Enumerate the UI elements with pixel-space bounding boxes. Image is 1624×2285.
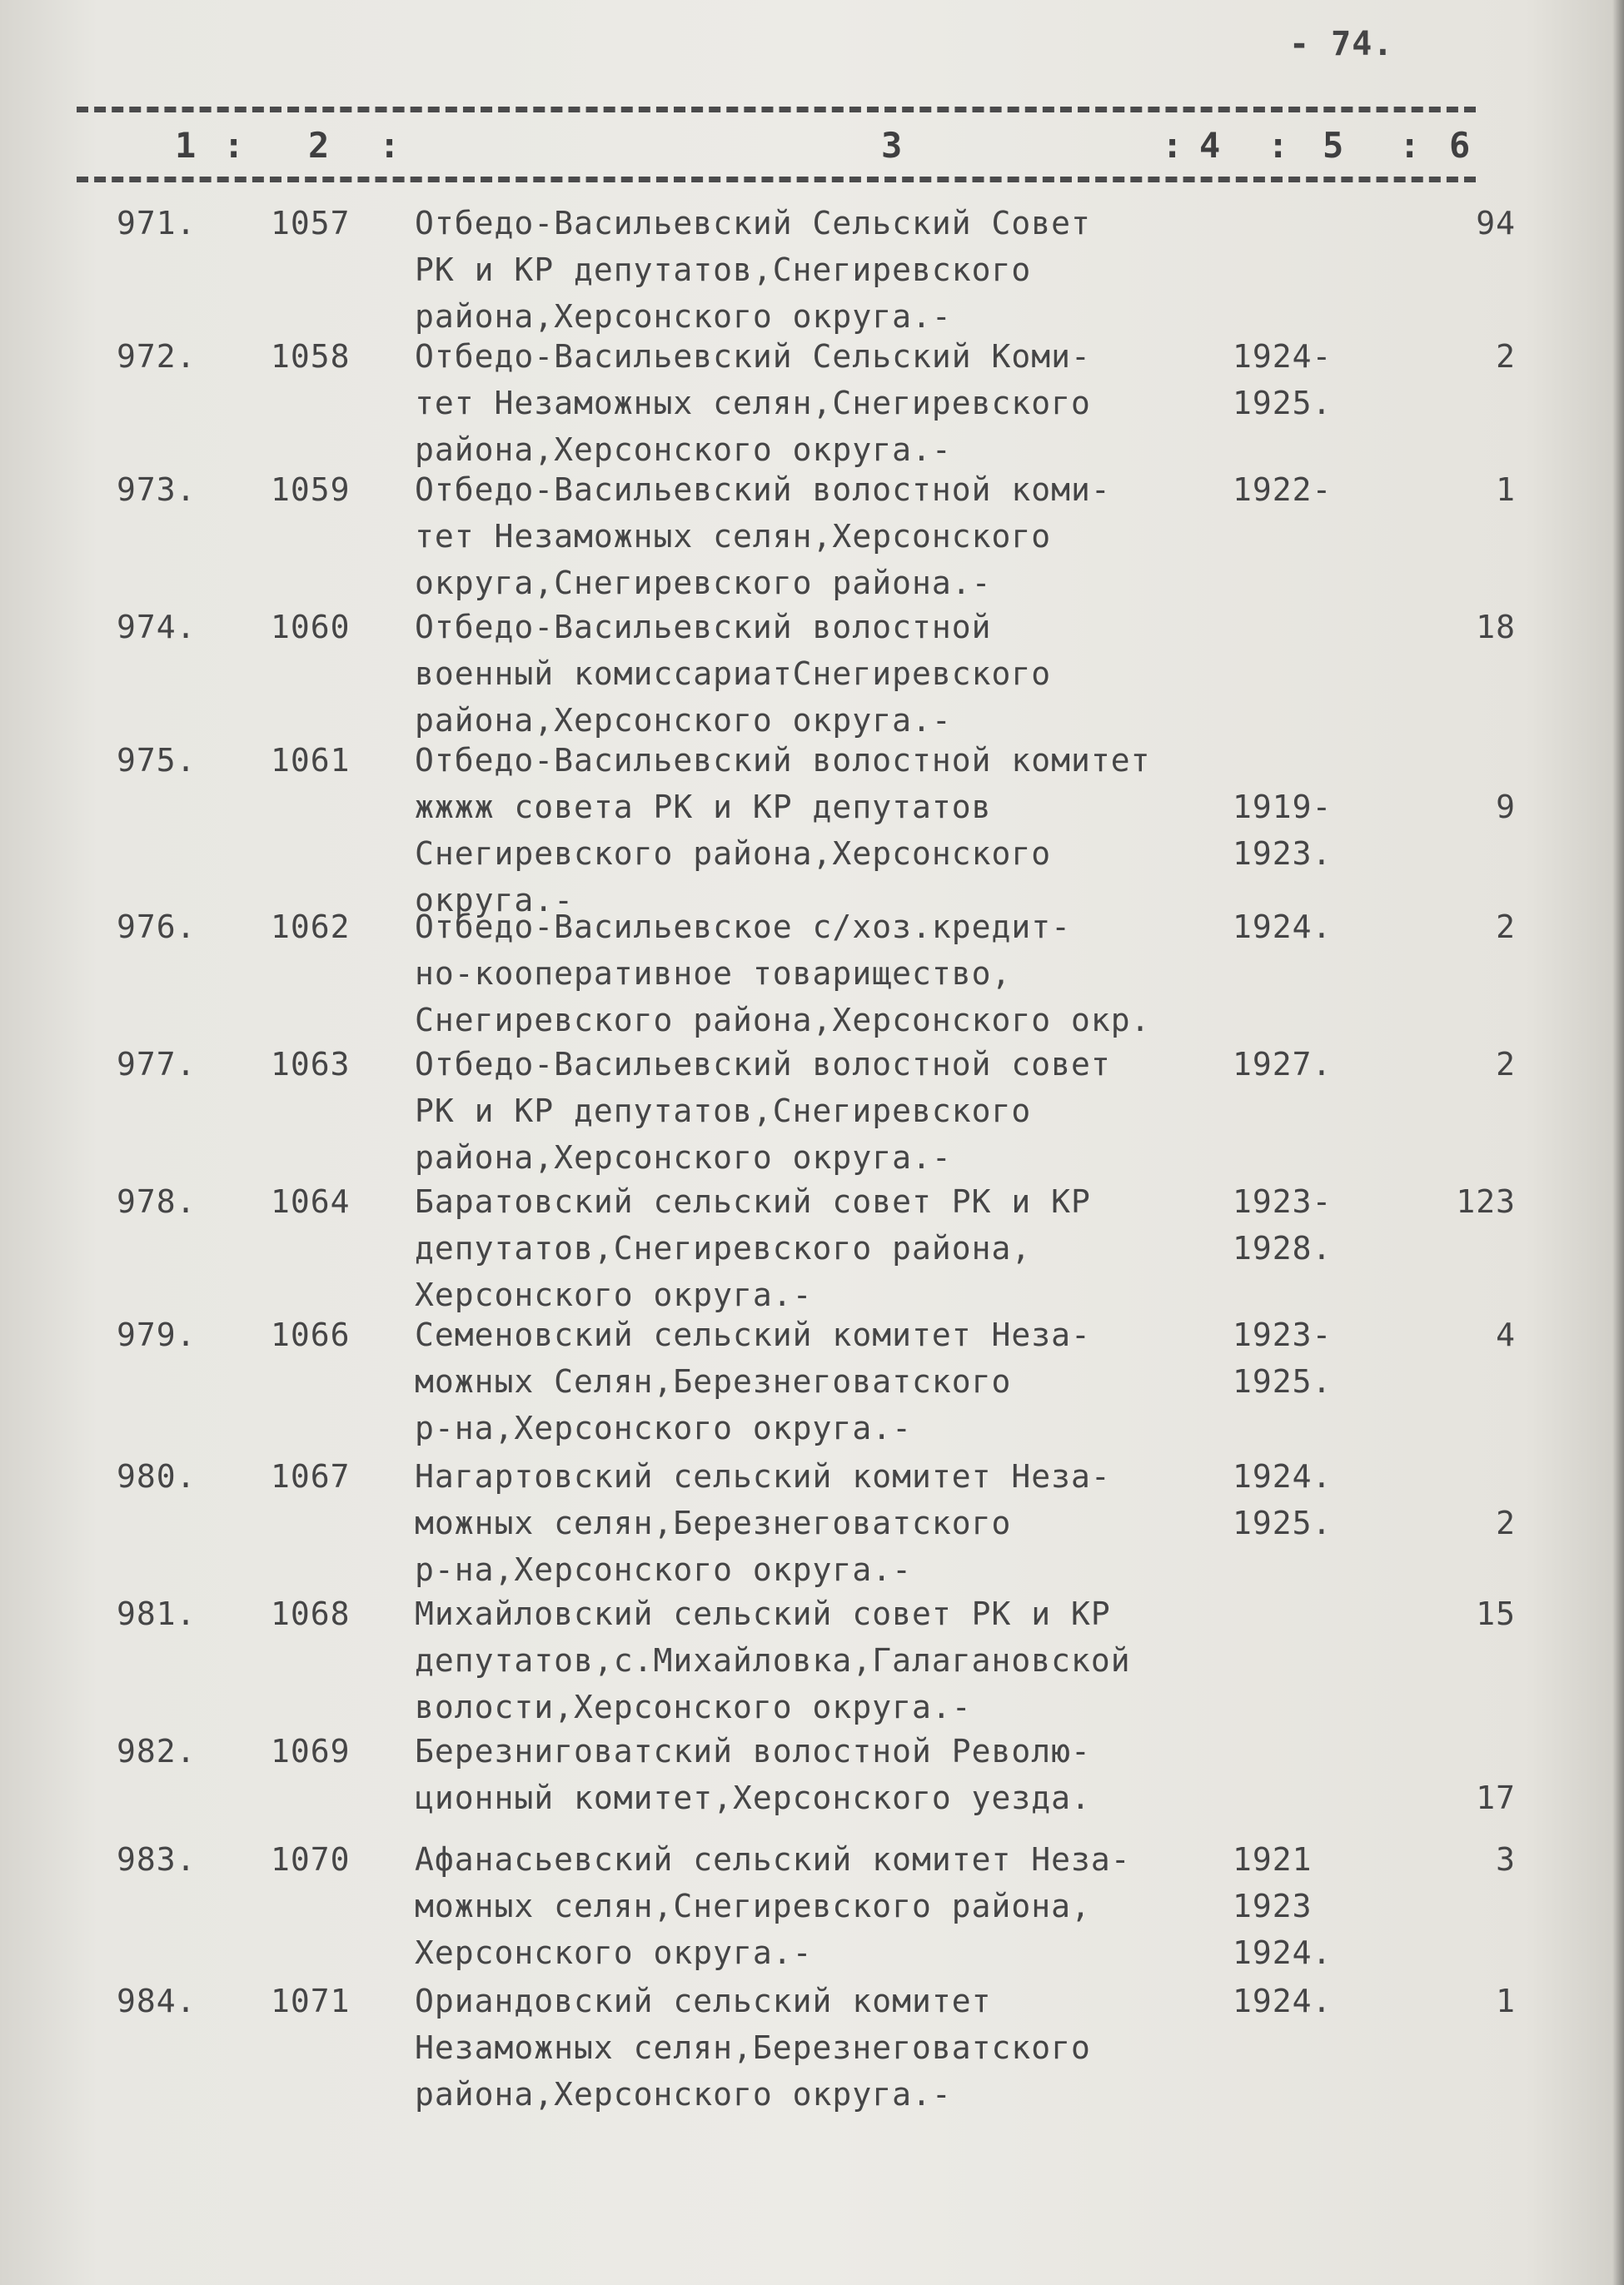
entry-number: 971.: [117, 205, 197, 241]
entry-number: 972.: [117, 338, 197, 375]
column-header-sep: :: [1268, 125, 1289, 166]
fond-title-line: волости,Херсонского округа.-: [415, 1689, 972, 1725]
fond-number: 1062: [271, 909, 351, 945]
fond-title-line: Ориандовский сельский комитет: [415, 1983, 992, 2019]
fond-title-line: Березниговатский волостной Револю-: [415, 1733, 1091, 1770]
fond-title-line: Снегиревского района,Херсонского: [415, 835, 1052, 872]
fond-title-line: округа.-: [415, 882, 575, 918]
fond-title-line: депутатов,с.Михайловка,Галагановской: [415, 1642, 1131, 1679]
fond-title-line: ционный комитет,Херсонского уезда.: [415, 1780, 1091, 1816]
entry-number: 977.: [117, 1046, 197, 1083]
fond-number: 1068: [271, 1596, 351, 1632]
entry-number: 981.: [117, 1596, 197, 1632]
column-header-4: 4: [1199, 125, 1221, 166]
column-header-sep: :: [1399, 125, 1421, 166]
file-count: 2: [1496, 338, 1516, 375]
fond-number: 1058: [271, 338, 351, 375]
fond-title: [415, 1312, 1091, 1451]
fond-title-line: РК и КР депутатов,Снегиревского: [415, 251, 1032, 288]
fond-title-line: района,Херсонского округа.-: [415, 2076, 952, 2113]
date-range: 1921 1923 1924.: [1233, 1841, 1333, 1971]
fond-title-line: но-кооперативное товарищество,: [415, 955, 1012, 992]
fond-title: [415, 1041, 1111, 1181]
fond-title-line: тет Незаможных селян,Херсонского: [415, 518, 1052, 555]
fond-title-line: р-на,Херсонского округа.-: [415, 1551, 912, 1588]
file-count: 18: [1476, 609, 1516, 645]
date-range: 1919- 1923.: [1233, 789, 1333, 872]
file-count: 94: [1476, 205, 1516, 241]
fond-number: 1069: [271, 1733, 351, 1770]
fond-title-line: округа,Снегиревского района.-: [415, 565, 992, 601]
fond-title-line: Михайловский сельский совет РК и КР: [415, 1596, 1111, 1632]
fond-title-line: Снегиревского района,Херсонского окр.: [415, 1002, 1151, 1038]
fond-number: 1071: [271, 1983, 351, 2019]
fond-title: [415, 200, 1091, 340]
fond-number: 1066: [271, 1317, 351, 1353]
date-range: 1924- 1925.: [1233, 338, 1333, 421]
date-range: 1924.: [1233, 1983, 1333, 2019]
column-header-sep: :: [1162, 125, 1183, 166]
column-header-2: 2: [308, 125, 330, 166]
file-count: 2: [1496, 1505, 1516, 1541]
fond-title-line: Отбедо-Васильевский Сельский Совет: [415, 205, 1091, 241]
fond-number: 1060: [271, 609, 351, 645]
fond-title: [415, 333, 1091, 473]
file-count: 17: [1476, 1780, 1516, 1816]
entry-number: 983.: [117, 1841, 197, 1878]
file-count: 1: [1496, 1983, 1516, 2019]
fond-title-line: РК и КР депутатов,Снегиревского: [415, 1093, 1032, 1129]
entry-number: 980.: [117, 1458, 197, 1495]
fond-title-line: жжжж совета РК и КР депутатов: [415, 789, 992, 825]
date-range: 1924.: [1233, 909, 1333, 945]
fond-title-line: Отбедо-Васильевский волостной комитет: [415, 742, 1151, 779]
fond-title-line: Отбедо-Васильевский волостной: [415, 609, 992, 645]
fond-number: 1057: [271, 205, 351, 241]
entry-number: 984.: [117, 1983, 197, 2019]
fond-title-line: Нагартовский сельский комитет Неза-: [415, 1458, 1111, 1495]
fond-title-line: района,Херсонского округа.-: [415, 298, 952, 335]
fond-title-line: Херсонского округа.-: [415, 1934, 813, 1971]
file-count: 3: [1496, 1841, 1516, 1878]
file-count: 1: [1496, 471, 1516, 508]
fond-title-line: Баратовский сельский совет РК и КР: [415, 1183, 1091, 1220]
fond-title-line: района,Херсонского округа.-: [415, 1139, 952, 1176]
entry-number: 979.: [117, 1317, 197, 1353]
fond-title-line: тет Незаможных селян,Снегиревского: [415, 385, 1091, 421]
date-range: 1922-: [1233, 471, 1333, 508]
fond-title-line: Отбедо-Васильевский волостной совет: [415, 1046, 1111, 1083]
file-count: 15: [1476, 1596, 1516, 1632]
column-header-5: 5: [1323, 125, 1344, 166]
entry-number: 975.: [117, 742, 197, 779]
header-dash-rule: [77, 177, 1476, 182]
fond-title-line: района,Херсонского округа.-: [415, 702, 952, 739]
fond-title: [415, 1453, 1111, 1593]
fond-title-line: Незаможных селян,Березнеговатского: [415, 2029, 1091, 2066]
file-count: 9: [1496, 789, 1516, 825]
date-range: 1924. 1925.: [1233, 1458, 1333, 1541]
fond-title: [415, 904, 1150, 1043]
fond-title-line: Отбедо-Васильевский Сельский Коми-: [415, 338, 1091, 375]
fond-number: 1063: [271, 1046, 351, 1083]
column-header-sep: :: [223, 125, 245, 166]
fond-title: [415, 1178, 1091, 1318]
fond-title-line: можных Селян,Березнеговатского: [415, 1363, 1012, 1400]
fond-number: 1067: [271, 1458, 351, 1495]
fond-title-line: Отбедо-Васильевское с/хоз.кредит-: [415, 909, 1071, 945]
fond-title: [415, 1728, 1091, 1821]
fond-title-line: можных селян,Снегиревского района,: [415, 1888, 1091, 1924]
column-header-sep: :: [379, 125, 401, 166]
file-count: 2: [1496, 909, 1516, 945]
fond-title-line: района,Херсонского округа.-: [415, 431, 952, 468]
file-count: 123: [1456, 1183, 1516, 1220]
fond-number: 1070: [271, 1841, 351, 1878]
entry-number: 982.: [117, 1733, 197, 1770]
fond-title-line: военный комиссариатСнегиревского: [415, 655, 1052, 692]
fond-title-line: Отбедо-Васильевский волостной коми-: [415, 471, 1111, 508]
date-range: 1923- 1928.: [1233, 1183, 1333, 1267]
column-header-1: 1: [175, 125, 197, 166]
fond-title-line: р-на,Херсонского округа.-: [415, 1410, 912, 1446]
fond-title-line: Семеновский сельский комитет Неза-: [415, 1317, 1091, 1353]
file-count: 2: [1496, 1046, 1516, 1083]
fond-number: 1059: [271, 471, 351, 508]
fond-title-line: депутатов,Снегиревского района,: [415, 1230, 1032, 1267]
fond-title: [415, 1836, 1131, 1976]
entry-number: 973.: [117, 471, 197, 508]
date-range: 1923- 1925.: [1233, 1317, 1333, 1400]
fond-title: [415, 1591, 1131, 1730]
column-header-6: 6: [1449, 125, 1471, 166]
top-dash-rule: [77, 107, 1476, 112]
page-edge-shadow: [1612, 0, 1624, 2285]
entry-number: 974.: [117, 609, 197, 645]
entry-number: 978.: [117, 1183, 197, 1220]
fond-title: [415, 604, 1051, 744]
fond-title-line: Афанасьевский сельский комитет Неза-: [415, 1841, 1131, 1878]
entry-number: 976.: [117, 909, 197, 945]
date-range: 1927.: [1233, 1046, 1333, 1083]
column-header-3: 3: [881, 125, 903, 166]
fond-title: [415, 466, 1111, 606]
fond-number: 1061: [271, 742, 351, 779]
fond-title: [415, 737, 1150, 923]
file-count: 4: [1496, 1317, 1516, 1353]
fond-title-line: Херсонского округа.-: [415, 1277, 813, 1313]
fond-title: [415, 1978, 1091, 2118]
page-number: - 74.: [1289, 25, 1394, 63]
fond-number: 1064: [271, 1183, 351, 1220]
fond-title-line: можных селян,Березнеговатского: [415, 1505, 1012, 1541]
